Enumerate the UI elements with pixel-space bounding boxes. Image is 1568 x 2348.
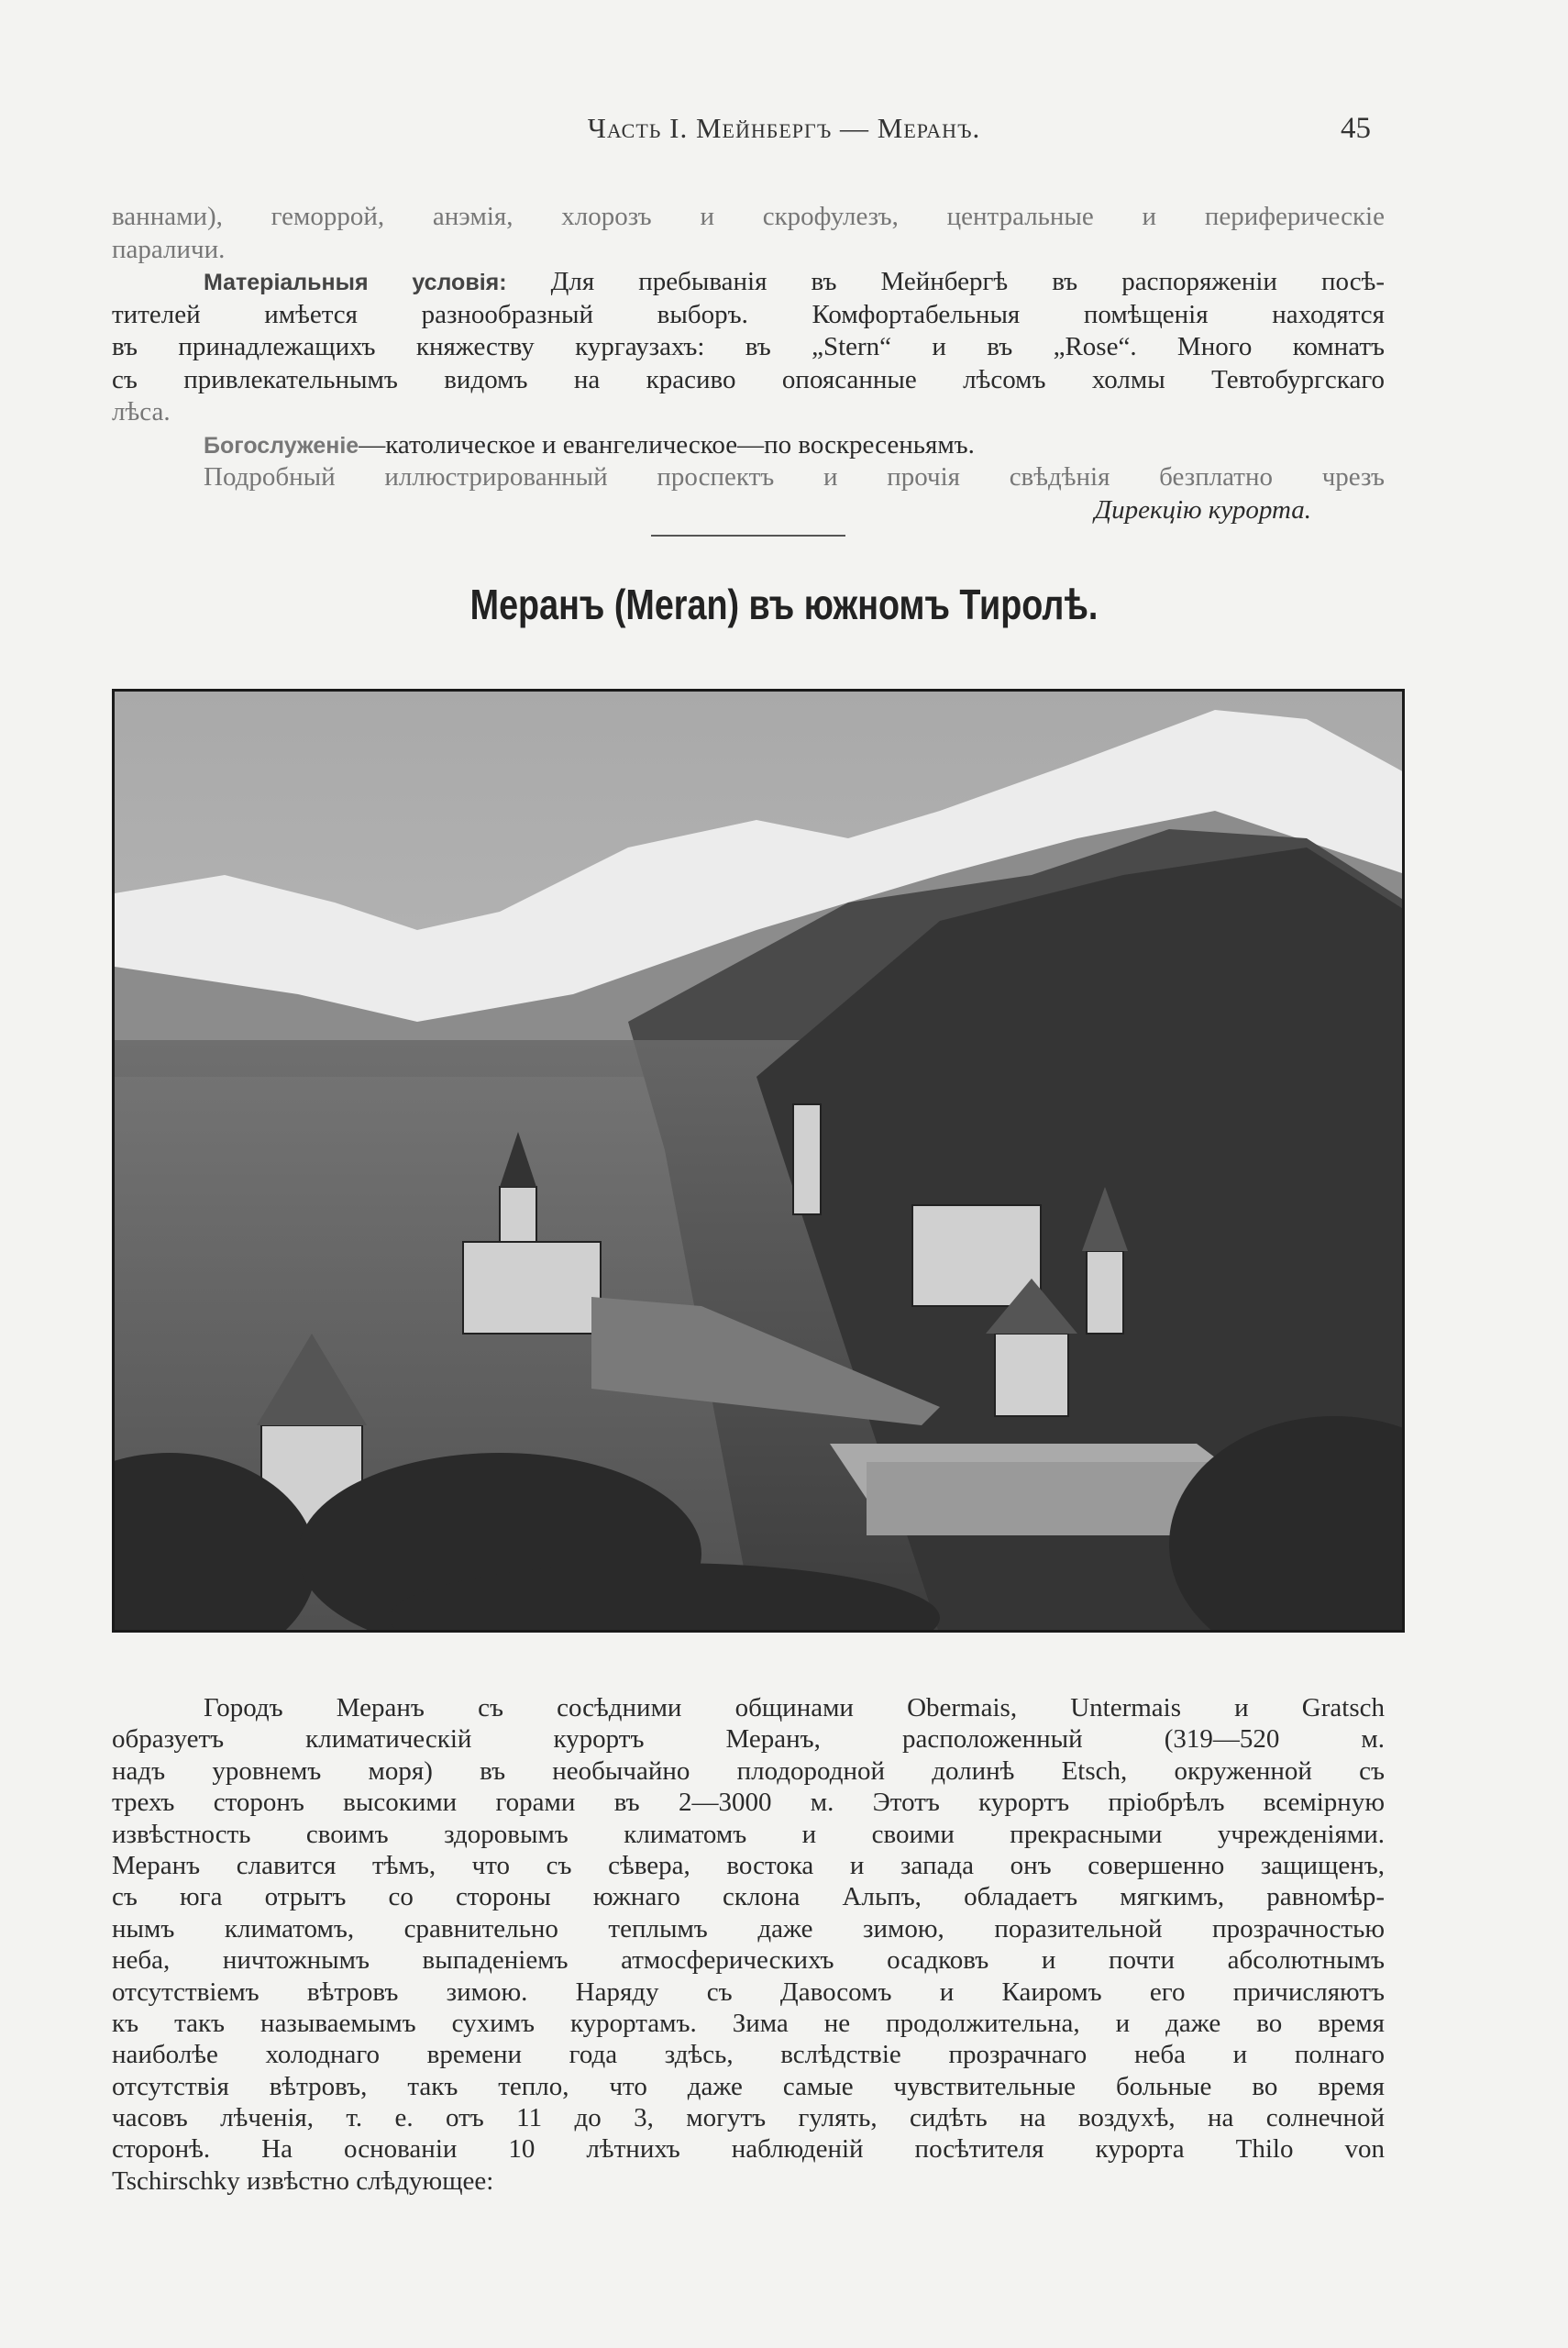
text-line: Tschirschky извѣстно слѣдующее: [112, 2165, 494, 2196]
text-line: Меранъ славится тѣмъ, что съ сѣвера, востока и запада онъ совершенно защищенъ, [112, 1850, 1385, 1880]
text-line: извѣстность своимъ здоровымъ климатомъ и своими прекрасными учрежденіями. [112, 1819, 1385, 1849]
meran-photograph [112, 689, 1405, 1633]
text-line: съ привлекательнымъ видомъ на красиво опоясанные лѣсомъ холмы Тевтобургскаго [112, 364, 1385, 394]
text-line [112, 266, 1385, 299]
text-line: отсутствія вѣтровъ, такъ тепло, что даже самые чувствительные больные во время [112, 2071, 1385, 2101]
top-text-block [112, 201, 1385, 526]
text-line: въ принадлежащихъ княжеству кургаузахъ: въ „Stern“ и въ „Rose“. Много комнатъ [112, 332, 1385, 361]
text-line: часовъ лѣченія, т. е. отъ 11 до 3, могутъ гулять, сидѣть на воздухѣ, на солнечной [112, 2103, 1385, 2133]
text-line: къ такъ называемымъ сухимъ курортамъ. Зима не продолжительна, и даже во время [112, 2008, 1385, 2038]
text-line: ваннами), геморрой, анэмія, хлорозъ и скрофулезъ, центральные и периферическіе [112, 202, 1385, 231]
worship-label: Богослуженіе [204, 432, 359, 459]
page-number: 45 [1341, 112, 1371, 145]
section-title: Меранъ (Meran) въ южномъ Тиролѣ. [469, 581, 1099, 628]
text-line: неба, ничтожнымъ выпаденіемъ атмосферическихъ осадковъ и почти абсолютнымъ [112, 1945, 1385, 1976]
text-line: параличи. [112, 234, 226, 264]
text-line: съ юга отрытъ со стороны южнаго склона Альпъ, обладаетъ мягкимъ, равномѣр- [112, 1882, 1385, 1912]
text-line: Городъ Меранъ съ сосѣдними общинами Obermais, Untermais и Gratsch [204, 1693, 1385, 1722]
text-line: отсутствіемъ вѣтровъ зимою. Наряду съ Давосомъ и Каиромъ его причисляютъ [112, 1977, 1385, 2007]
photo-illustration [115, 692, 1405, 1633]
text-line: тителей имѣется разнообразный выборъ. Комфортабельныя помѣщенія находятся [112, 299, 1385, 329]
text-line: нымъ климатомъ, сравнительно теплымъ даже зимою, поразительной прозрачностью [112, 1913, 1385, 1944]
text-run: Для пребыванія въ Мейнбергѣ въ распоряженіи посѣ- [506, 267, 1385, 296]
materials-label: Матеріальныя условія: [204, 270, 507, 295]
text-line [112, 429, 1385, 462]
text-line: трехъ сторонъ высокими горами въ 2—3000 м. Этотъ курортъ пріобрѣлъ всемірную [112, 1788, 1385, 1818]
text-line: лѣса. [112, 397, 171, 426]
text-line: образуетъ климатическій курортъ Меранъ, расположенный (319—520 м. [112, 1724, 1385, 1755]
text-line: наиболѣе холоднаго времени года здѣсь, вслѣдствіе прозрачнаго неба и полнаго [112, 2040, 1385, 2070]
text-line: Подробный иллюстрированный проспектъ и прочія свѣдѣнія безплатно чрезъ [204, 462, 1385, 492]
text-line: надъ уровнемъ моря) въ необычайно плодородной долинѣ Etsch, окруженной съ [112, 1755, 1385, 1786]
text-line: сторонѣ. На основаніи 10 лѣтнихъ наблюденій посѣтителя курорта Thilo von [112, 2134, 1385, 2165]
divider [651, 535, 845, 537]
running-header: Часть I. Мейнбергъ — Меранъ. [587, 112, 981, 144]
body-text-block [112, 1692, 1385, 2197]
signature: Дирекцію курорта. [1094, 494, 1311, 525]
text-run: —католическое и евангелическое—по воскресеньямъ. [359, 429, 975, 460]
